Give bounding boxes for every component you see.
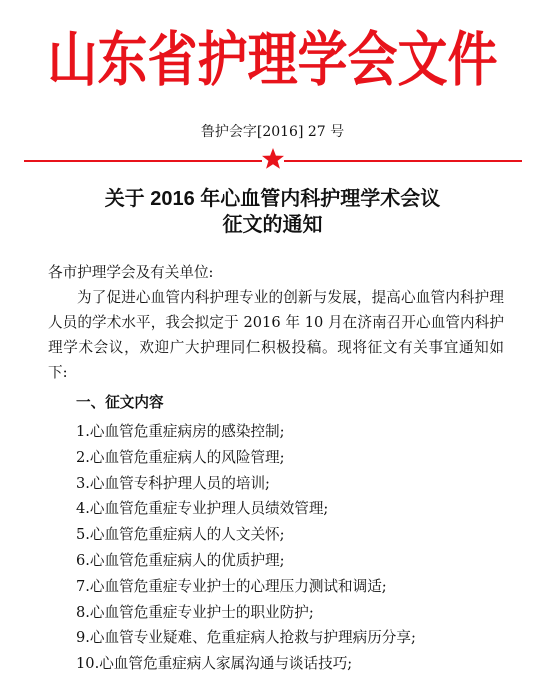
star-icon [261, 147, 285, 171]
list-item: 10.心血管危重症病人家属沟通与谈话技巧; [76, 655, 353, 673]
list-item: 1.心血管危重症病房的感染控制; [76, 423, 285, 440]
list-item: 4.心血管危重症专业护理人员绩效管理; [76, 500, 329, 518]
list-item: 8.心血管危重症专业护士的职业防护; [76, 603, 314, 621]
header-divider-right [284, 160, 522, 162]
list-item: 9.心血管专业疑难、危重症病人抢救与护理病历分享; [76, 629, 416, 647]
notice-title-line2: 征文的通知 [222, 214, 323, 236]
list-item: 7.心血管危重症专业护士的心理压力测试和调适; [76, 577, 387, 595]
salutation: 各市护理学会及有关单位: [48, 264, 214, 281]
intro-paragraph: 为了促进心血管内科护理专业的创新与发展，提高心血管内科护理人员的学术水平，我会拟定于 2016 年 10 月在济南召开心血管内科护理学术会议，欢迎广大护理同仁积极投稿。现将征文有关事宜通知如下: [48, 289, 504, 381]
topic-list [76, 419, 416, 673]
header-divider-left [24, 160, 262, 162]
list-item: 5.心血管危重症病人的人文关怀; [76, 526, 285, 544]
notice-title-line1: 关于 2016 年心血管内科护理学术会议 [104, 188, 441, 210]
org-header-title: 山东省护理学会文件 [47, 24, 498, 95]
document-number: 鲁护会字[2016] 27 号 [200, 124, 345, 140]
section-heading-topics: 一、征文内容 [76, 395, 164, 411]
list-item: 6.心血管危重症病人的优质护理; [76, 551, 285, 569]
list-item: 3.心血管专科护理人员的培训; [76, 474, 270, 492]
list-item: 2.心血管危重症病人的风险管理; [76, 448, 285, 466]
